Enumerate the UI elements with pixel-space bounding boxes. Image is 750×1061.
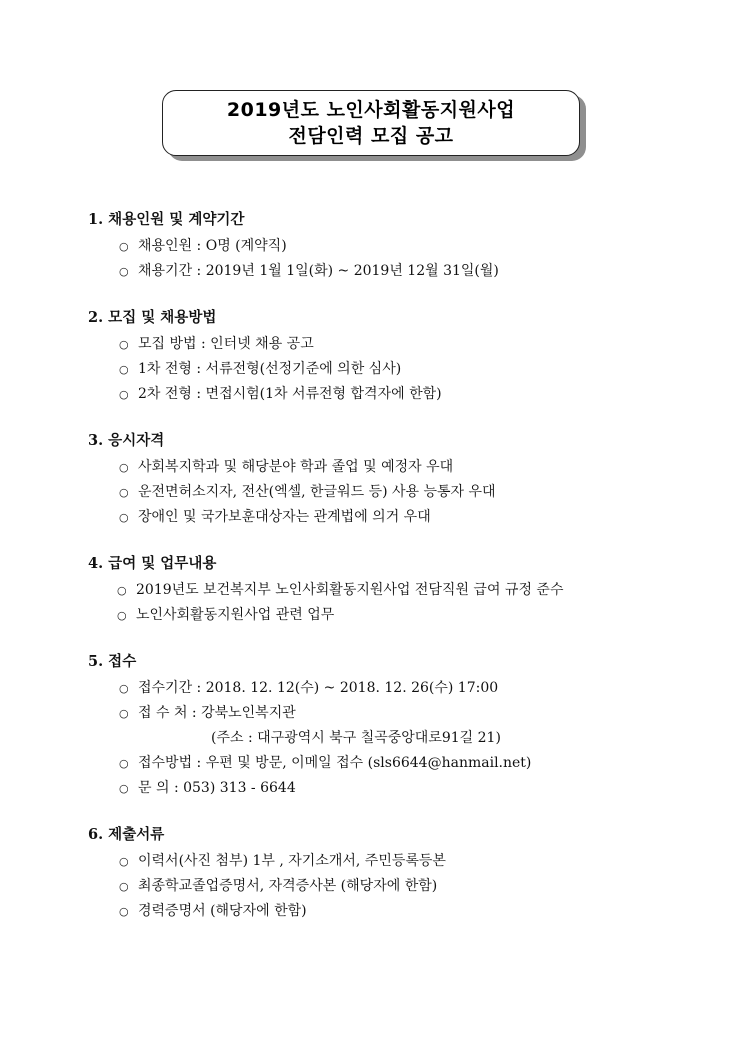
item-text: 경력증명서 (해당자에 한함) xyxy=(138,903,307,919)
section-heading: 5. 접수 xyxy=(88,653,137,670)
bullet-circle-icon: ○ xyxy=(119,363,129,376)
bullet-circle-icon: ○ xyxy=(119,338,129,351)
section-heading: 6. 제출서류 xyxy=(88,826,165,843)
bullet-circle-icon: ○ xyxy=(119,855,129,868)
item-text: 채용인원 : O명 (계약직) xyxy=(138,238,287,254)
item-text: 장애인 및 국가보훈대상자는 관계법에 의거 우대 xyxy=(138,509,431,525)
bullet-circle-icon: ○ xyxy=(119,240,129,253)
list-item xyxy=(88,234,708,259)
list-item xyxy=(88,603,708,628)
section-heading: 3. 응시자격 xyxy=(88,432,165,449)
bullet-circle-icon: ○ xyxy=(119,682,129,695)
list-item xyxy=(88,874,708,899)
list-item xyxy=(88,259,708,284)
list-item xyxy=(88,455,708,480)
list-item xyxy=(88,676,708,701)
item-text: 2차 전형 : 면접시험(1차 서류전형 합격자에 한함) xyxy=(138,386,442,402)
item-text: 최종학교졸업증명서, 자격증사본 (해당자에 한함) xyxy=(138,878,438,894)
list-item xyxy=(88,332,708,357)
section-heading: 4. 급여 및 업무내용 xyxy=(88,555,217,572)
section-documents xyxy=(88,823,708,924)
section-heading: 2. 모집 및 채용방법 xyxy=(88,309,217,326)
item-text: 노인사회활동지원사업 관련 업무 xyxy=(136,607,335,623)
notice-body xyxy=(88,208,708,946)
list-item xyxy=(88,849,708,874)
list-item xyxy=(88,899,708,924)
list-item xyxy=(88,382,708,407)
bullet-circle-icon: ○ xyxy=(119,757,129,770)
bullet-circle-icon: ○ xyxy=(119,707,129,720)
item-text: 접수기간 : 2018. 12. 12(수) ~ 2018. 12. 26(수) 17:00 xyxy=(138,680,499,696)
item-text: 접 수 처 : 강북노인복지관 xyxy=(138,705,296,721)
section-recruitment-period xyxy=(88,208,708,284)
list-item xyxy=(88,751,708,776)
bullet-circle-icon: ○ xyxy=(119,880,129,893)
bullet-circle-icon: ○ xyxy=(119,388,129,401)
bullet-circle-icon: ○ xyxy=(119,782,129,795)
notice-title-line-1: 2019년도 노인사회활동지원사업 xyxy=(226,99,516,121)
item-text: 채용기간 : 2019년 1월 1일(화) ~ 2019년 12월 31일(월) xyxy=(138,263,499,279)
item-text: 운전면허소지자, 전산(엑셀, 한글워드 등) 사용 능통자 우대 xyxy=(138,484,496,500)
list-item xyxy=(88,480,708,505)
item-text: 접수방법 : 우편 및 방문, 이메일 접수 (sls6644@hanmail.net) xyxy=(138,755,532,771)
item-text: 모집 방법 : 인터넷 채용 공고 xyxy=(138,336,314,352)
item-text: 문 의 : 053) 313 - 6644 xyxy=(138,780,296,796)
title-box xyxy=(162,90,580,156)
item-text: 1차 전형 : 서류전형(선정기준에 의한 심사) xyxy=(138,361,402,377)
bullet-circle-icon: ○ xyxy=(117,609,127,622)
list-item xyxy=(88,505,708,530)
address-line: (주소 : 대구광역시 북구 칠곡중앙대로91길 21) xyxy=(211,730,501,746)
bullet-circle-icon: ○ xyxy=(119,265,129,278)
bullet-circle-icon: ○ xyxy=(119,905,129,918)
list-item xyxy=(88,776,708,801)
section-qualifications xyxy=(88,429,708,530)
item-text: 이력서(사진 첨부) 1부 , 자기소개서, 주민등록등본 xyxy=(138,853,446,869)
section-heading: 1. 채용인원 및 계약기간 xyxy=(88,211,245,228)
bullet-circle-icon: ○ xyxy=(119,486,129,499)
section-recruitment-method xyxy=(88,306,708,407)
list-item xyxy=(88,701,708,726)
item-text: 사회복지학과 및 해당분야 학과 졸업 및 예정자 우대 xyxy=(138,459,454,475)
item-text: 2019년도 보건복지부 노인사회활동지원사업 전담직원 급여 규정 준수 xyxy=(136,582,564,598)
notice-title-line-2: 전담인력 모집 공고 xyxy=(288,125,454,147)
list-item xyxy=(88,578,708,603)
bullet-circle-icon: ○ xyxy=(119,461,129,474)
section-salary-duties xyxy=(88,552,708,628)
bullet-circle-icon: ○ xyxy=(117,584,127,597)
section-application xyxy=(88,650,708,801)
list-item xyxy=(88,357,708,382)
bullet-circle-icon: ○ xyxy=(119,511,129,524)
